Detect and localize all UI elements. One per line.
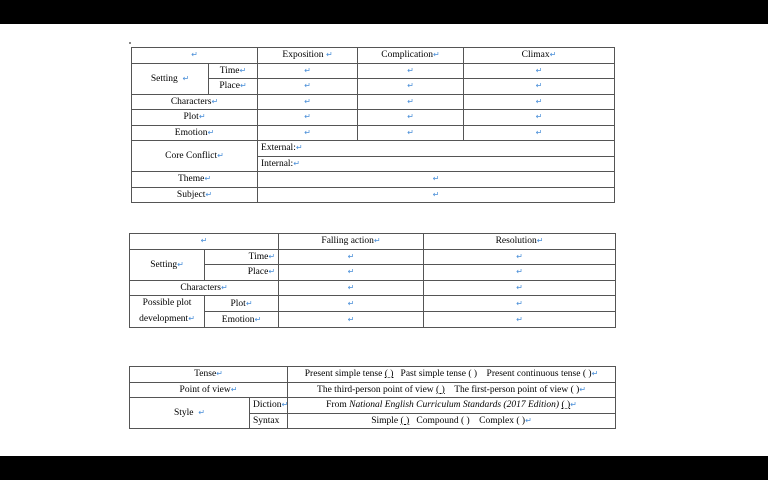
- characters-label: Characters↵: [130, 280, 279, 296]
- internal-conflict-cell[interactable]: Internal:↵: [258, 156, 615, 172]
- cell[interactable]: ↵: [279, 312, 424, 328]
- cell[interactable]: ↵: [279, 280, 424, 296]
- cell[interactable]: ↵: [424, 296, 616, 312]
- cell[interactable]: ↵: [258, 110, 358, 126]
- point-of-view-options[interactable]: The third-person point of view ( ) The first-person point of view ( )↵: [288, 382, 616, 398]
- cell[interactable]: ↵: [258, 79, 358, 95]
- header-resolution: Resolution↵: [424, 234, 616, 250]
- cell[interactable]: ↵: [258, 125, 358, 141]
- theme-label: Theme↵: [132, 172, 258, 188]
- cell[interactable]: ↵: [358, 63, 464, 79]
- tense-label: Tense↵: [130, 367, 288, 383]
- cell[interactable]: ↵: [424, 249, 616, 265]
- cell[interactable]: ↵: [358, 125, 464, 141]
- diction-options[interactable]: From National English Curriculum Standards (2017 Edition) ( )↵: [288, 398, 616, 414]
- cell[interactable]: ↵: [464, 79, 615, 95]
- cell[interactable]: ↵: [279, 249, 424, 265]
- possible-plot-development-label: Possible plot development↵: [130, 296, 205, 328]
- style-label: Style ↵: [130, 398, 250, 429]
- time-label: Time↵: [205, 249, 279, 265]
- cell[interactable]: ↵: [464, 110, 615, 126]
- cell[interactable]: ↵: [279, 265, 424, 281]
- tense-options[interactable]: Present simple tense ( ) Past simple tense ( ) Present continuous tense ( )↵: [288, 367, 616, 383]
- plot-structure-table-2: [129, 233, 616, 328]
- plot-label: Plot↵: [205, 296, 279, 312]
- place-label: Place↵: [209, 79, 258, 95]
- cell[interactable]: ↵: [464, 94, 615, 110]
- subject-label: Subject↵: [132, 187, 258, 203]
- cell[interactable]: ↵: [258, 63, 358, 79]
- cell[interactable]: ↵: [424, 265, 616, 281]
- subject-cell[interactable]: ↵: [258, 187, 615, 203]
- theme-cell[interactable]: ↵: [258, 172, 615, 188]
- cell[interactable]: ↵: [464, 63, 615, 79]
- plot-label: Plot↵: [132, 110, 258, 126]
- cell[interactable]: ↵: [279, 296, 424, 312]
- cell[interactable]: ↵: [358, 79, 464, 95]
- place-label: Place↵: [205, 265, 279, 281]
- syntax-label: Syntax: [250, 413, 288, 429]
- plot-structure-table-1: [131, 47, 615, 203]
- header-falling-action: Falling action↵: [279, 234, 424, 250]
- core-conflict-label: Core Conflict↵: [132, 141, 258, 172]
- cell[interactable]: ↵: [464, 125, 615, 141]
- corner-cell[interactable]: ↵: [130, 234, 279, 250]
- language-features-table: [129, 366, 616, 429]
- table-anchor-mark: [129, 42, 131, 44]
- header-climax: Climax↵: [464, 48, 615, 64]
- corner-cell[interactable]: ↵: [132, 48, 258, 64]
- cell[interactable]: ↵: [424, 280, 616, 296]
- emotion-label: Emotion↵: [205, 312, 279, 328]
- header-exposition: Exposition ↵: [258, 48, 358, 64]
- point-of-view-label: Point of view↵: [130, 382, 288, 398]
- cell[interactable]: ↵: [358, 110, 464, 126]
- setting-label: Setting↵: [130, 249, 205, 280]
- time-label: Time↵: [209, 63, 258, 79]
- emotion-label: Emotion↵: [132, 125, 258, 141]
- cell[interactable]: ↵: [358, 94, 464, 110]
- diction-label: Diction↵: [250, 398, 288, 414]
- syntax-options[interactable]: Simple ( ) Compound ( ) Complex ( )↵: [288, 413, 616, 429]
- document-page: [0, 24, 768, 456]
- characters-label: Characters↵: [132, 94, 258, 110]
- setting-label: Setting ↵: [132, 63, 209, 94]
- cell[interactable]: ↵: [258, 94, 358, 110]
- external-conflict-cell[interactable]: External:↵: [258, 141, 615, 157]
- cell[interactable]: ↵: [424, 312, 616, 328]
- header-complication: Complication↵: [358, 48, 464, 64]
